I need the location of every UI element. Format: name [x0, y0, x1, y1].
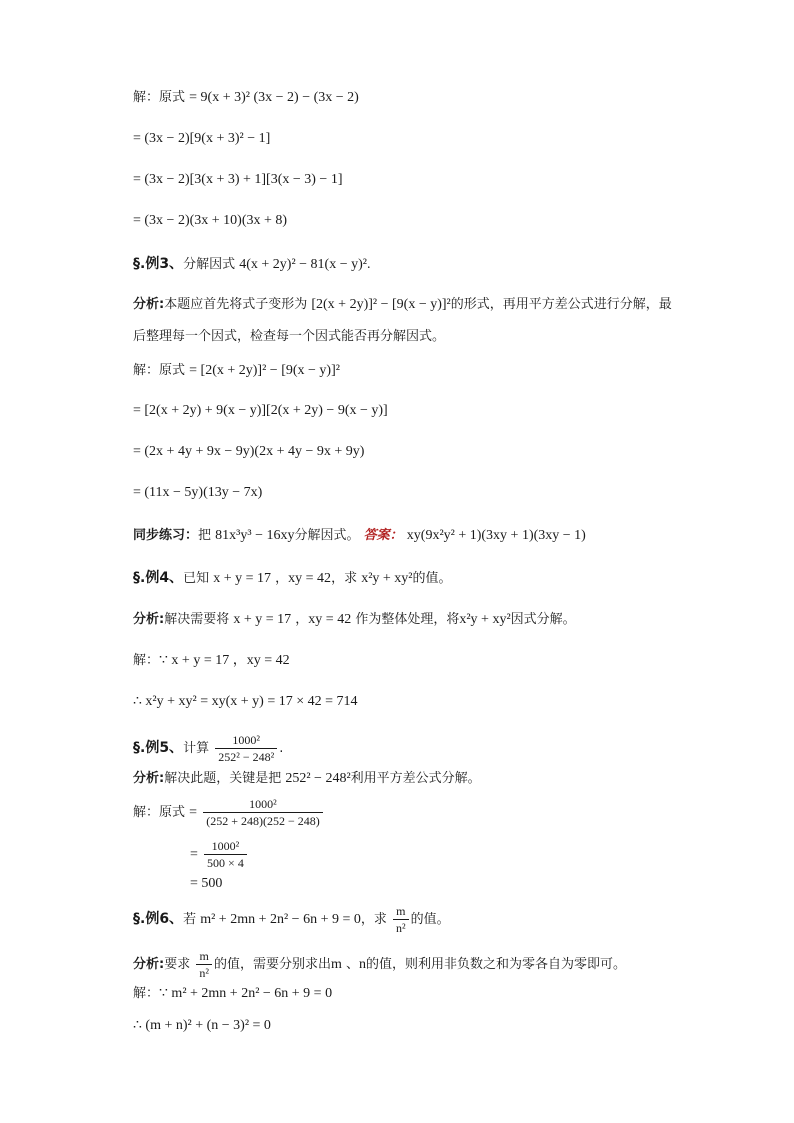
analysis-5: 分析:解决此题，关键是把 252² − 248²利用平方差公式分解。 — [133, 771, 481, 786]
solution-line-5: 解：原式 = [2(x + 2y)]² − [9(x − y)]² — [133, 363, 340, 378]
fraction: $\frac{\text{1000²}}{(252 + 248)(252 - 248)}$ — [203, 796, 323, 829]
solution-line-11: 解：∵ m² + 2mn + 2n² − 6n + 9 = 0 — [133, 986, 333, 1001]
analysis-3-cont: 后整理每一个因式，检查每一个因式能否再分解因式。 — [133, 329, 446, 344]
fraction: $\frac{m}{\text{n²}}$ — [196, 948, 212, 981]
solution-line-12: ∴ (m + n)² + (n − 3)² = 0 — [133, 1018, 271, 1033]
solution-line-4: = (3x − 2)(3x + 10)(3x + 8) — [133, 213, 288, 228]
analysis-6: 分析:要求 $\frac{m}{\text{n²}}$ 的值，需要分别求出m 、n的值，则利用非负数之和为零各自为零即可。 — [133, 949, 627, 980]
practice-line: 同步练习：把 81x³y³ − 16xy分解因式。 答案： xy(9x²y² + 1)(3xy + 1)(3xy − 1) — [133, 528, 586, 543]
solution-line-8: = (11x − 5y)(13y − 7x) — [133, 485, 263, 500]
example-6: §.例6、若 m² + 2mn + 2n² − 6n + 9 = 0，求 $\frac{m}{\text{n²}}$ 的值。 — [133, 904, 450, 935]
fraction: $\frac{m}{\text{n²}}$ — [393, 903, 409, 936]
answer-label: 答案： — [363, 528, 403, 543]
fraction: $\frac{\text{1000²}}{\text{252² − 248²}}$ — [215, 732, 277, 765]
example-5: §.例5、计算 $\frac{\text{1000²}}{\text{252² − 248²}}$ . — [133, 733, 284, 764]
example-4: §.例4、已知 x + y = 17 ，xy = 42，求 x²y + xy²的值。 — [133, 570, 452, 586]
analysis-3: 分析:本题应首先将式子变形为 [2(x + 2y)]² − [9(x − y)]²的形式，再用平方差公式进行分解，最 — [133, 297, 672, 312]
solution-line-2: = (3x − 2)[9(x + 3)² − 1] — [133, 131, 271, 146]
solution-line-7: = (2x + 4y + 9x − 9y)(2x + 4y − 9x + 9y) — [133, 444, 365, 459]
solution-5-result: = 500 — [190, 876, 223, 891]
analysis-4: 分析:解决需要将 x + y = 17 ，xy = 42 作为整体处理，将x²y + xy²因式分解。 — [133, 612, 576, 627]
solution-line-6: = [2(x + 2y) + 9(x − y)][2(x + 2y) − 9(x − y)] — [133, 403, 388, 418]
solution-5-step-2: = $\frac{\text{1000²}}{500 \times 4}$ — [190, 838, 249, 871]
solution-line-10: ∴ x²y + xy² = xy(x + y) = 17 × 42 = 714 — [133, 694, 358, 709]
fraction: $\frac{\text{1000²}}{500 \times 4}$ — [204, 838, 247, 871]
example-3: §.例3、分解因式 4(x + 2y)² − 81(x − y)². — [133, 256, 371, 272]
solution-line-3: = (3x − 2)[3(x + 3) + 1][3(x − 3) − 1] — [133, 172, 343, 187]
solution-5-step-1: 解：原式 = $\frac{\text{1000²}}{(252 + 248)(252 - 248)}$ — [133, 796, 325, 829]
solution-line-1: 解：原式 = 9(x + 3)² (3x − 2) − (3x − 2) — [133, 90, 359, 105]
solution-line-9: 解：∵ x + y = 17 ，xy = 42 — [133, 653, 290, 668]
